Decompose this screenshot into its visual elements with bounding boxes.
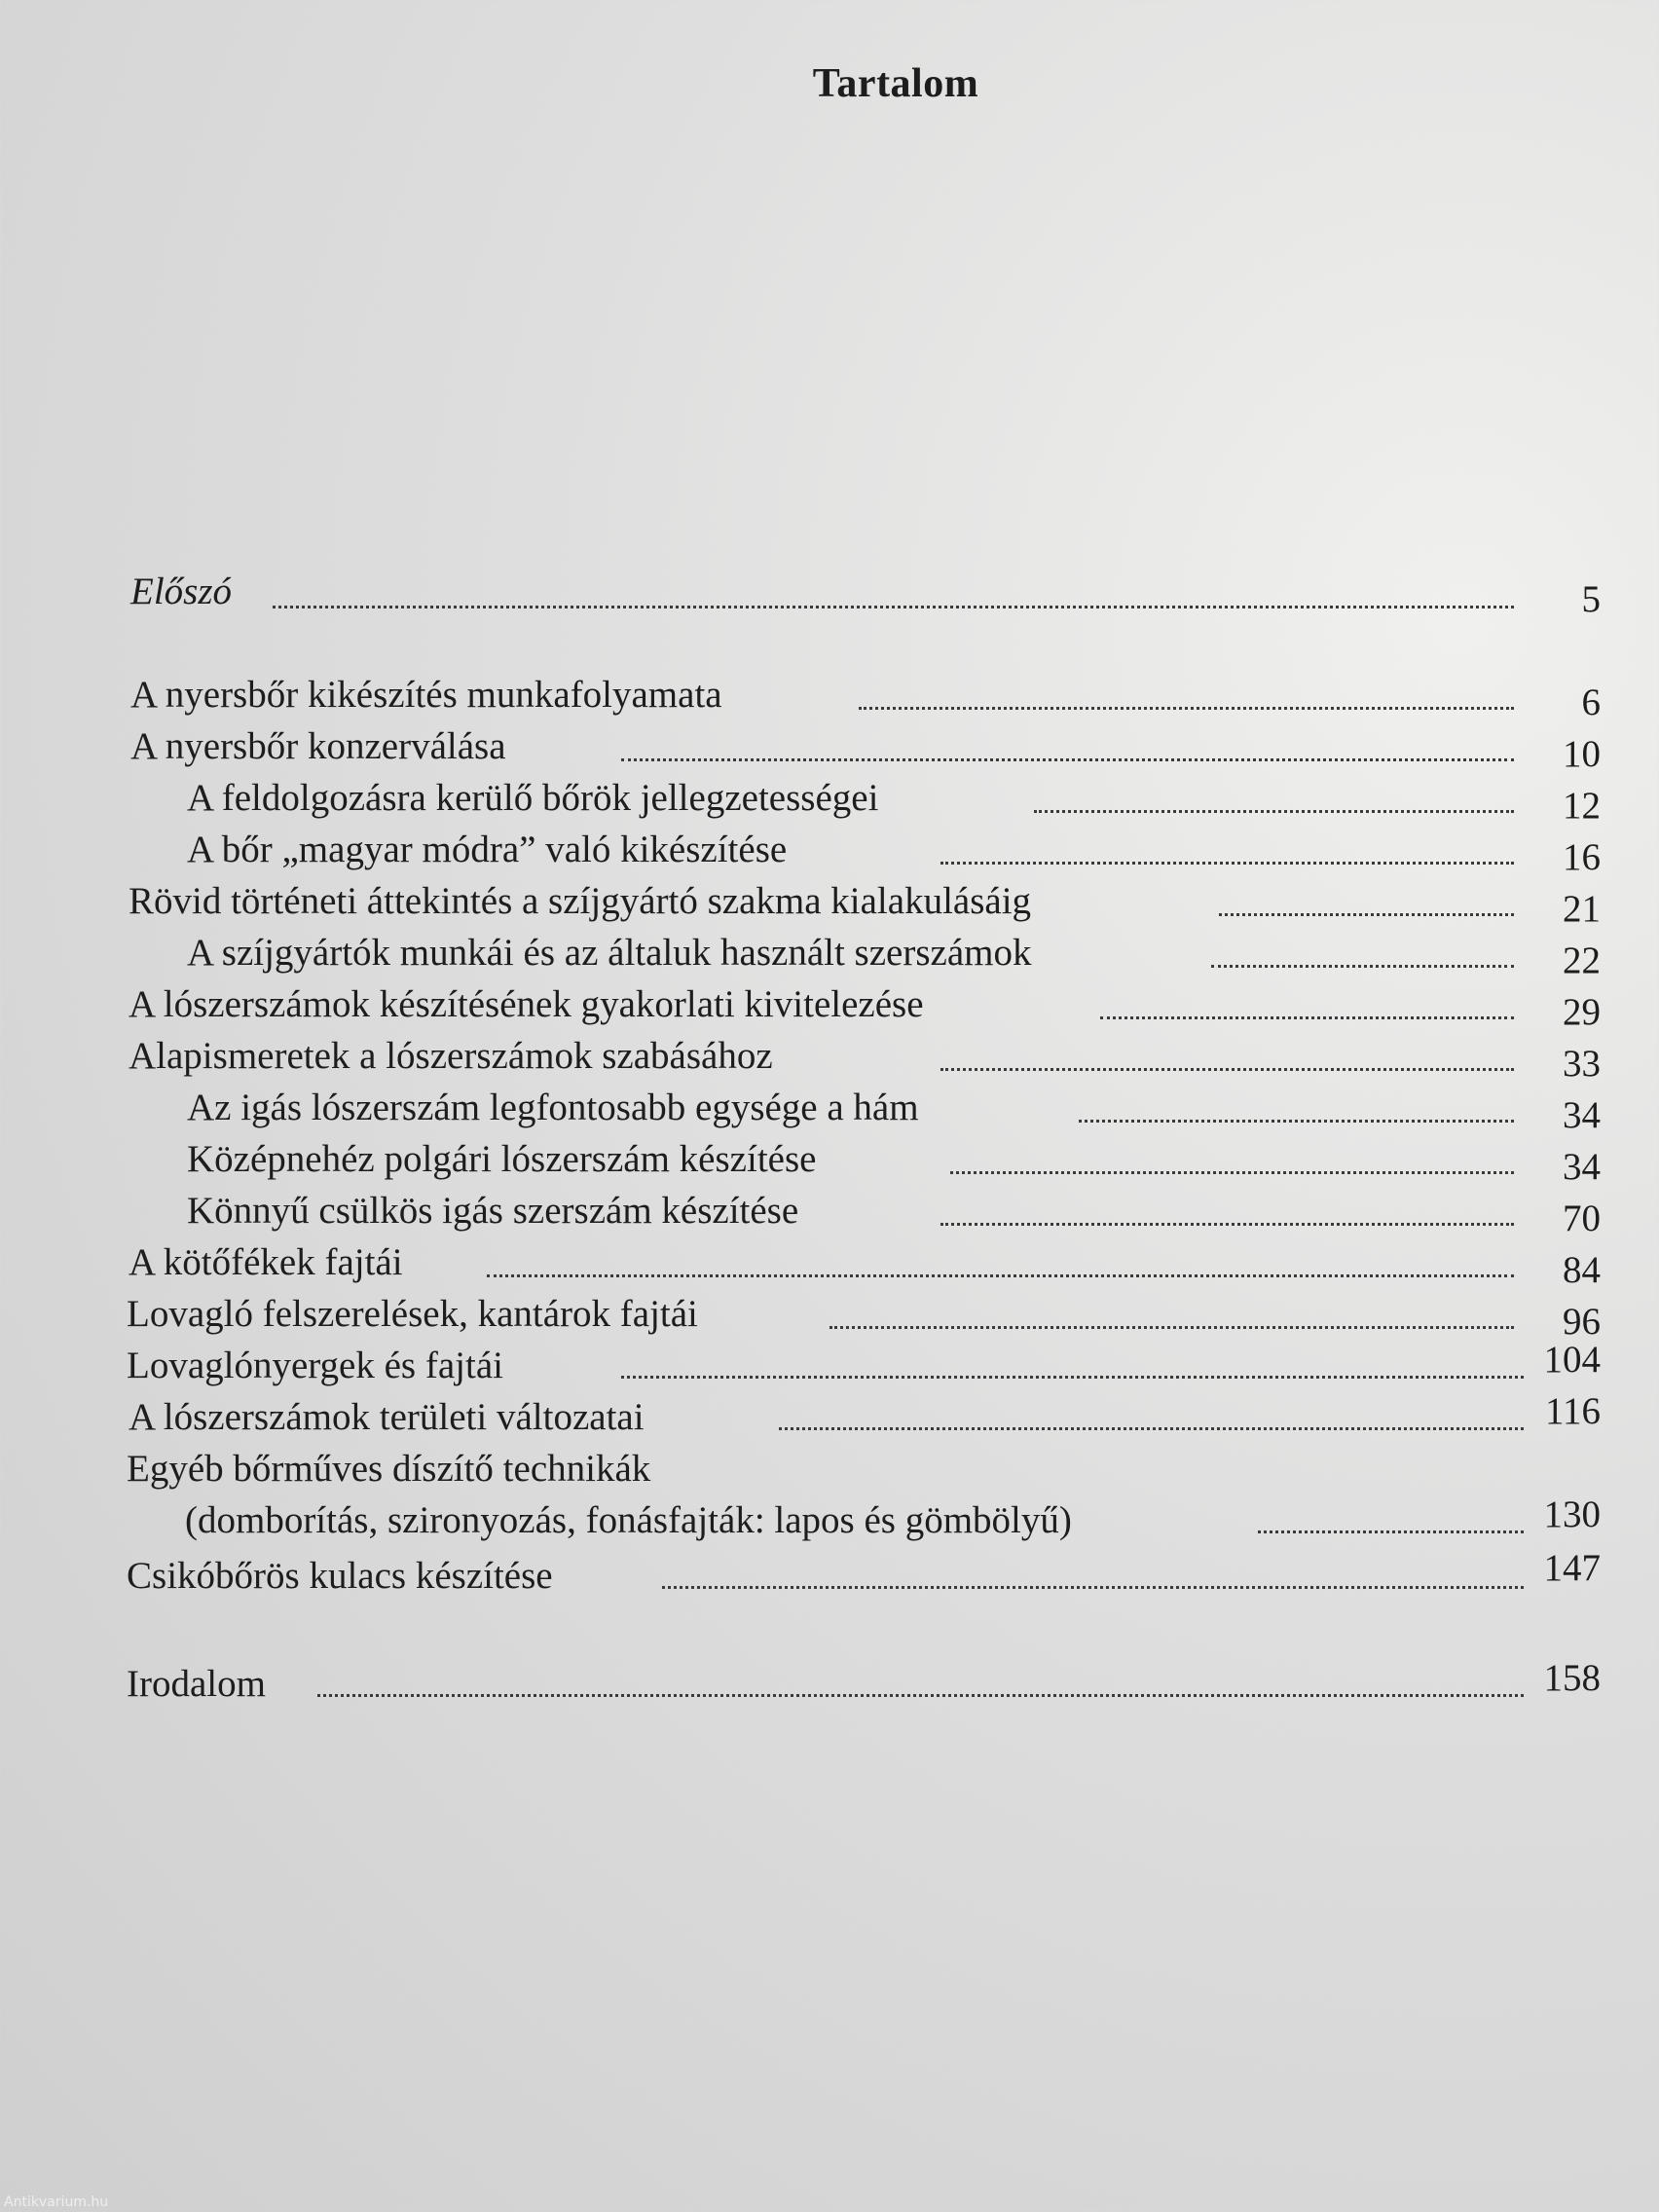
toc-dot-leader: [621, 1376, 1524, 1379]
toc-entry: [0, 1031, 1659, 1085]
toc-entry-title: (domborítás, szironyozás, fonásfajták: lapos és gömbölyű): [185, 1499, 1072, 1541]
toc-entry-irodalom: [0, 1659, 1659, 1710]
toc-entry: [0, 1392, 1659, 1443]
toc-entry: [0, 1134, 1659, 1188]
toc-entry-title: Irodalom: [127, 1663, 266, 1705]
toc-entry: [0, 1083, 1659, 1136]
toc-entry-eloszo: [0, 567, 1659, 620]
toc-entry: [0, 1289, 1659, 1343]
toc-dot-leader: [1211, 965, 1514, 968]
toc-entry-title: Lovagló felszerelések, kantárok fajtái: [127, 1293, 698, 1335]
toc-entry-title: A nyersbőr konzerválása: [130, 725, 506, 767]
toc-entry-page: 16: [1563, 836, 1601, 878]
toc-dot-leader: [621, 758, 1514, 761]
toc-entry-page: 84: [1563, 1249, 1601, 1291]
toc-entry-page: 33: [1563, 1043, 1601, 1085]
toc-entry: [0, 979, 1659, 1033]
toc-entry-title: A lószerszámok készítésének gyakorlati kivitelezése: [129, 983, 924, 1025]
toc-entry: [0, 1341, 1659, 1391]
toc-entry-title: A nyersbőr kikészítés munkafolyamata: [130, 674, 722, 716]
toc-dot-leader: [317, 1694, 1524, 1697]
toc-entry-title: A lószerszámok területi változatai: [129, 1396, 645, 1438]
toc-entry-page: 158: [1543, 1657, 1601, 1699]
toc-entry-title: A feldolgozásra kerülő bőrök jellegzetességei: [187, 777, 879, 819]
toc-entry: [0, 1495, 1659, 1546]
toc-entry-page: 147: [1543, 1547, 1601, 1589]
toc-entry-page: 116: [1544, 1390, 1601, 1432]
toc-dot-leader: [1258, 1530, 1524, 1533]
toc-entry-page: 12: [1563, 785, 1601, 827]
toc-dot-leader: [940, 862, 1514, 865]
toc-entry-page: 104: [1543, 1339, 1601, 1381]
toc-entry: [0, 1444, 1659, 1494]
toc-entry: [0, 876, 1659, 930]
toc-dot-leader: [859, 707, 1514, 710]
watermark: Antikvarium.hu: [4, 2194, 109, 2210]
toc-entry-page: 70: [1563, 1198, 1601, 1239]
toc-entry-page: 10: [1563, 733, 1601, 775]
toc-entry-title: Csikóbőrös kulacs készítése: [127, 1555, 553, 1597]
toc-entry-title: A kötőfékek fajtái: [129, 1241, 403, 1283]
toc-entry: [0, 825, 1659, 878]
toc-entry-title: A bőr „magyar módra” való kikészítése: [187, 829, 788, 870]
toc-entry-title: Könnyű csülkös igás szerszám készítése: [187, 1190, 799, 1232]
toc-entry: [0, 773, 1659, 827]
toc-entry-page: 29: [1563, 991, 1601, 1033]
toc-dot-leader: [1219, 913, 1514, 916]
toc-entry: [0, 928, 1659, 981]
toc-dot-leader: [662, 1586, 1524, 1589]
toc-dot-leader: [1079, 1120, 1514, 1123]
toc-entry-page: 34: [1563, 1146, 1601, 1188]
toc-dot-leader: [940, 1068, 1514, 1071]
toc-dot-leader: [830, 1326, 1514, 1329]
toc-dot-leader: [273, 606, 1514, 608]
toc-entry-title: Középnehéz polgári lószerszám készítése: [187, 1138, 817, 1180]
toc-entry: [0, 670, 1659, 723]
toc-entry-title: Lovaglónyergek és fajtái: [127, 1345, 503, 1386]
toc-dot-leader: [1100, 1016, 1514, 1019]
toc-entry: [0, 1237, 1659, 1291]
toc-entry-page: 21: [1563, 888, 1601, 930]
toc-entry: [0, 1547, 1659, 1602]
toc-dot-leader: [1034, 810, 1514, 813]
toc-entry-page: 34: [1563, 1094, 1601, 1136]
toc-entry-page: 6: [1581, 682, 1601, 723]
toc-entry: [0, 721, 1659, 775]
toc-entry-page: 130: [1543, 1493, 1601, 1535]
toc-entry-page: 5: [1581, 578, 1601, 620]
toc-entry-title: Alapismeretek a lószerszámok szabásához: [129, 1035, 773, 1077]
toc-entry-title: Az igás lószerszám legfontosabb egysége a hám: [187, 1087, 919, 1128]
page-title: Tartalom: [812, 61, 979, 106]
toc-entry-page: 96: [1563, 1301, 1601, 1343]
toc-dot-leader: [487, 1274, 1514, 1277]
toc-dot-leader: [940, 1223, 1514, 1226]
toc-entry-title: Előszó: [130, 571, 233, 612]
toc-entry-title: A szíjgyártók munkái és az általuk használt szerszámok: [187, 932, 1032, 974]
toc-entry-title: Egyéb bőrműves díszítő technikák: [127, 1448, 651, 1490]
toc-entry-page: 22: [1563, 940, 1601, 981]
toc-dot-leader: [779, 1427, 1524, 1430]
toc-entry: [0, 1186, 1659, 1239]
toc-entry-title: Rövid történeti áttekintés a szíjgyártó szakma kialakulásáig: [129, 880, 1032, 922]
toc-dot-leader: [950, 1171, 1514, 1174]
